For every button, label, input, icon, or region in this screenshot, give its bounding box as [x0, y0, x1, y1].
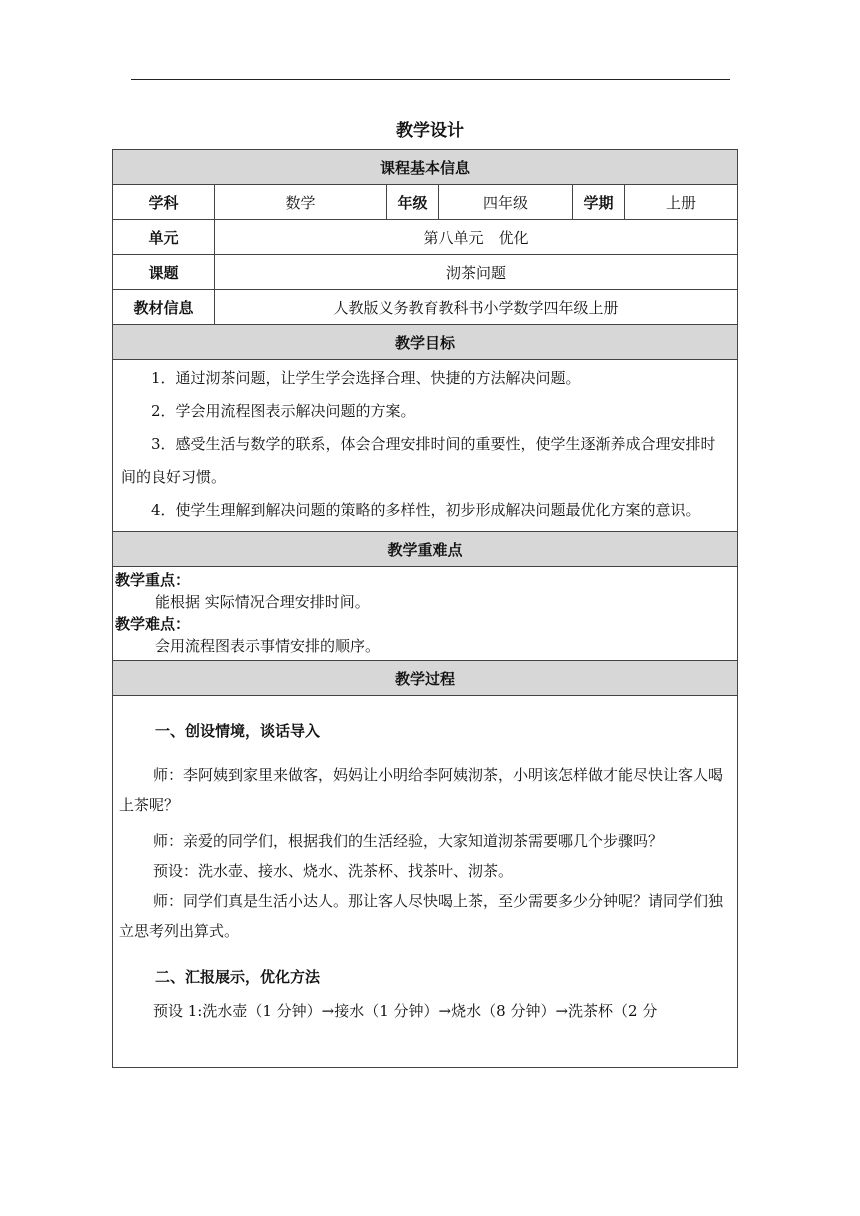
topic-label: 课题: [113, 255, 215, 290]
lesson-plan-table: [112, 149, 738, 1068]
process-body: [113, 696, 738, 1068]
topic-value: 沏茶问题: [215, 255, 738, 290]
page-title: 教学设计: [396, 121, 464, 141]
objective-item: 4．使学生理解到解决问题的策略的多样性，初步形成解决问题最优化方案的意识。: [151, 501, 701, 519]
subject-label: 学科: [113, 185, 215, 220]
textbook-label: 教材信息: [113, 290, 215, 325]
grade-label: 年级: [387, 185, 439, 220]
objective-item: 2．学会用流程图表示解决问题的方案。: [151, 402, 416, 420]
grade-value: 四年级: [439, 185, 573, 220]
focus-text: 能根据 实际情况合理安排时间。: [155, 593, 370, 611]
paragraph: 师：同学们真是生活小达人。那让客人尽快喝上茶，至少需要多少分钟呢？请同学们独立思考列出算式。: [119, 892, 724, 940]
unit-value: 第八单元 优化: [215, 220, 738, 255]
unit-label: 单元: [113, 220, 215, 255]
key-points-header: 教学重难点: [113, 532, 738, 567]
objectives-list: [113, 360, 738, 532]
paragraph: 师：亲爱的同学们，根据我们的生活经验，大家知道沏茶需要哪几个步骤吗？: [153, 832, 664, 850]
difficulty-text: 会用流程图表示事情安排的顺序。: [155, 637, 381, 655]
focus-label: 教学重点：: [115, 571, 191, 589]
objectives-header: 教学目标: [113, 325, 738, 360]
basic-info-header: 课程基本信息: [113, 150, 738, 185]
paragraph: 师：李阿姨到家里来做客，妈妈让小明给李阿姨沏茶，小明该怎样做才能尽快让客人喝上茶呢？: [119, 766, 724, 814]
section-title: 二、汇报展示，优化方法: [155, 968, 321, 986]
process-header: 教学过程: [113, 661, 738, 696]
paragraph: 预设：洗水壶、接水、烧水、洗茶杯、找茶叶、沏茶。: [153, 862, 514, 880]
term-label: 学期: [573, 185, 625, 220]
section-title: 一、创设情境，谈话导入: [155, 722, 321, 740]
subject-value: 数学: [215, 185, 387, 220]
key-points-body: [113, 567, 738, 661]
term-value: 上册: [625, 185, 738, 220]
objective-item: 1．通过沏茶问题，让学生学会选择合理、快捷的方法解决问题。: [151, 369, 581, 387]
paragraph: 预设 1:洗水壶（1 分钟）→接水（1 分钟）→烧水（8 分钟）→洗茶杯（2 分: [153, 1002, 658, 1020]
header-rule: [131, 79, 730, 80]
textbook-value: 人教版义务教育教科书小学数学四年级上册: [215, 290, 738, 325]
objective-item: 3．感受生活与数学的联系，体会合理安排时间的重要性，使学生逐渐养成合理安排时间的良好习惯。: [121, 435, 716, 486]
difficulty-label: 教学难点：: [115, 615, 191, 633]
